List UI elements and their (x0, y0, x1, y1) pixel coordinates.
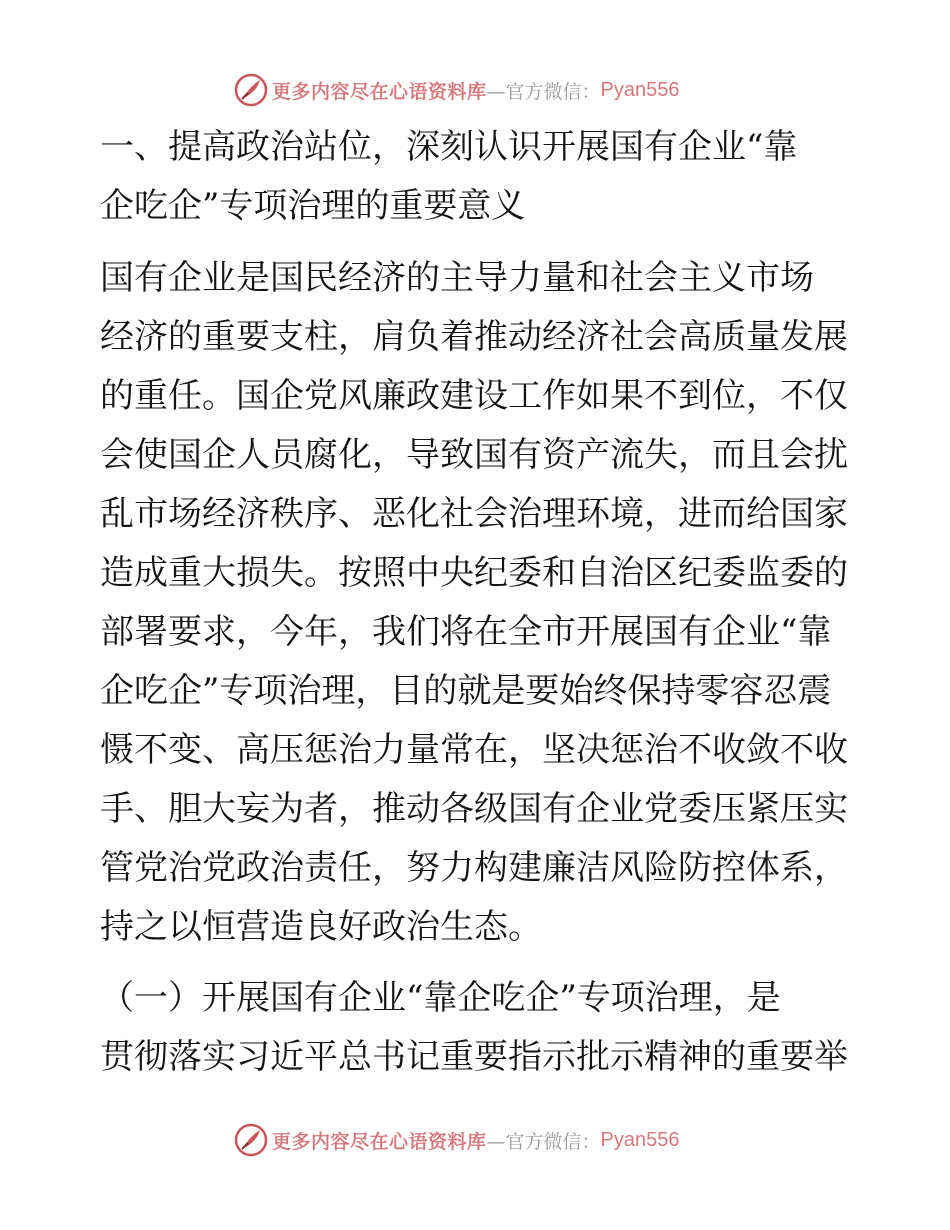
paragraph-line: 会使国企人员腐化，导致国有资产流失，而且会扰 (100, 435, 848, 475)
footer-watermark (234, 1122, 680, 1158)
subheading-line: （一）开展国有企业“靠企吃企”专项治理，是 (100, 978, 781, 1018)
paragraph-line: 贯彻落实习近平总书记重要指示批示精神的重要举 (100, 1037, 848, 1077)
header-watermark (234, 72, 680, 108)
banner-wechat-label: —官方微信： (486, 80, 601, 103)
paragraph-line: 的重任。国企党风廉政建设工作如果不到位，不仅 (100, 376, 848, 416)
quill-logo-icon (234, 73, 268, 107)
paragraph-line: 手、胆大妄为者，推动各级国有企业党委压紧压实 (100, 789, 848, 829)
heading-line: 企吃企”专项治理的重要意义 (100, 186, 526, 226)
paragraph-line: 企吃企”专项治理，目的就是要始终保持零容忍震 (100, 671, 832, 711)
paragraph-line: 经济的重要支柱，肩负着推动经济社会高质量发展 (100, 317, 848, 357)
paragraph-line: 管党治党政治责任，努力构建廉洁风险防控体系， (100, 848, 848, 888)
paragraph-line: 部署要求，今年，我们将在全市开展国有企业“靠 (100, 612, 832, 652)
banner-wechat-id: Pyan556 (600, 1128, 680, 1151)
banner-title: 更多内容尽在心语资料库 (272, 1130, 487, 1153)
quill-logo-icon (234, 1123, 268, 1157)
paragraph-line: 持之以恒营造良好政治生态。 (100, 907, 542, 947)
paragraph-line: 造成重大损失。按照中央纪委和自治区纪委监委的 (100, 553, 848, 593)
paragraph-line: 国有企业是国民经济的主导力量和社会主义市场 (100, 258, 814, 298)
banner-wechat-id: Pyan556 (600, 78, 680, 101)
paragraph-line: 乱市场经济秩序、恶化社会治理环境，进而给国家 (100, 494, 848, 534)
heading-line: 一、提高政治站位，深刻认识开展国有企业“靠 (100, 127, 798, 167)
banner-title: 更多内容尽在心语资料库 (272, 80, 487, 103)
banner-wechat-label: —官方微信： (486, 1130, 601, 1153)
paragraph-line: 慑不变、高压惩治力量常在，坚决惩治不收敛不收 (100, 730, 848, 770)
